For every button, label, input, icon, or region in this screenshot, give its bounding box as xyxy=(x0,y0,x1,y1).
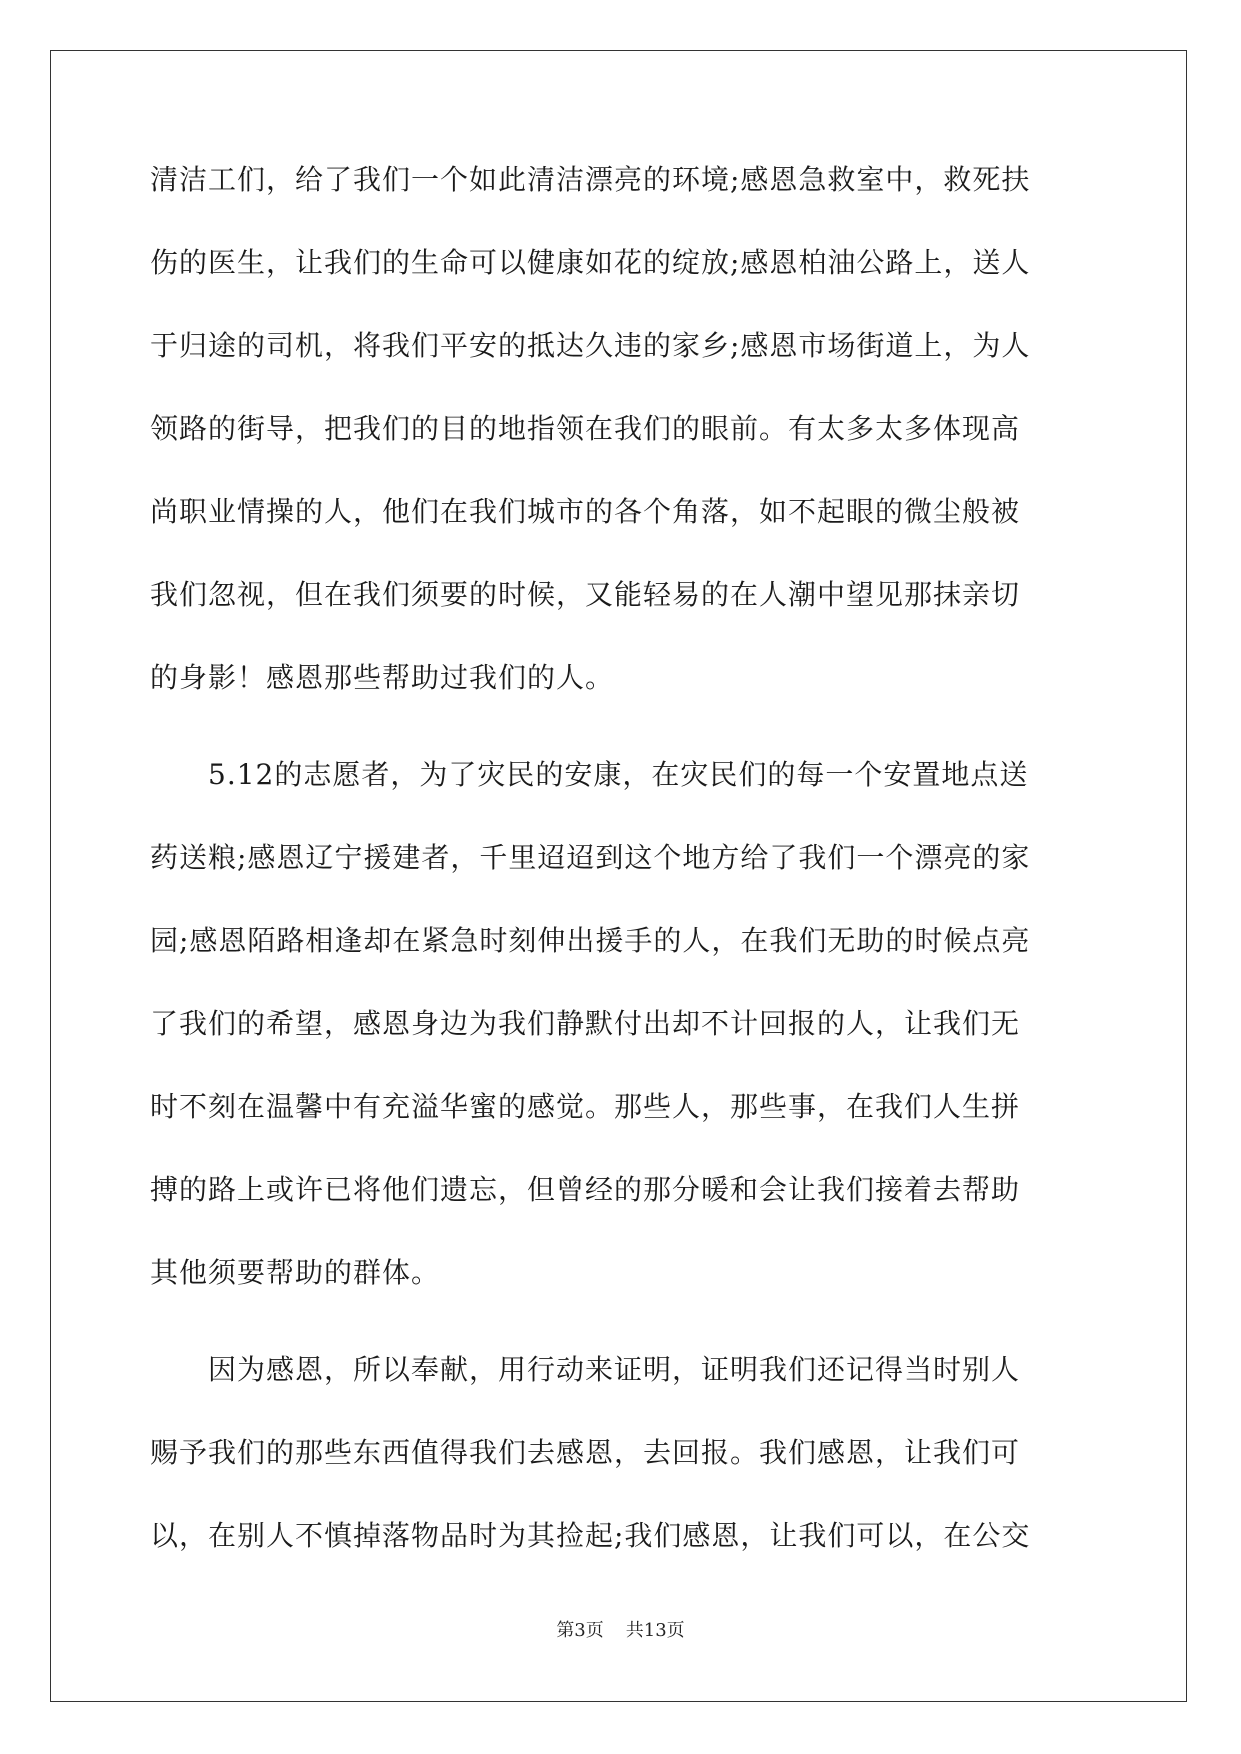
text-line: 园;感恩陌路相逢却在紧急时刻伸出援手的人，在我们无助的时候点亮 xyxy=(150,924,1031,957)
text-line: 领路的街导，把我们的目的地指领在我们的眼前。有太多太多体现高 xyxy=(150,412,1021,445)
paragraph-3 xyxy=(150,1342,1090,1591)
text-line: 尚职业情操的人，他们在我们城市的各个角落，如不起眼的微尘般被 xyxy=(150,495,1021,528)
text-line: 时不刻在温馨中有充溢华蜜的感觉。那些人，那些事，在我们人生拼 xyxy=(150,1090,1021,1123)
document-body xyxy=(150,152,1090,1591)
text-line: 于归途的司机，将我们平安的抵达久违的家乡;感恩市场街道上，为人 xyxy=(150,329,1031,362)
text-line: 5.12的志愿者，为了灾民的安康，在灾民们的每一个安置地点送 xyxy=(208,758,1029,791)
paragraph-gap xyxy=(150,733,1090,747)
text-line: 的身影！感恩那些帮助过我们的人。 xyxy=(150,661,615,694)
text-line: 清洁工们，给了我们一个如此清洁漂亮的环境;感恩急救室中，救死扶 xyxy=(150,163,1031,196)
paragraph-gap xyxy=(150,1328,1090,1342)
text-line: 我们忽视，但在我们须要的时候，又能轻易的在人潮中望见那抹亲切 xyxy=(150,578,1021,611)
text-line: 以，在别人不慎掉落物品时为其捡起;我们感恩，让我们可以，在公交 xyxy=(150,1519,1031,1552)
text-line: 其他须要帮助的群体。 xyxy=(150,1256,441,1289)
text-line: 了我们的希望，感恩身边为我们静默付出却不计回报的人，让我们无 xyxy=(150,1007,1021,1040)
current-page-label: 第3页 xyxy=(556,1620,604,1641)
text-line: 伤的医生，让我们的生命可以健康如花的绽放;感恩柏油公路上，送人 xyxy=(150,246,1031,279)
text-line: 搏的路上或许已将他们遗忘，但曾经的那分暖和会让我们接着去帮助 xyxy=(150,1173,1021,1206)
page-footer xyxy=(0,1616,1241,1642)
paragraph-2 xyxy=(150,747,1090,1328)
text-line: 药送粮;感恩辽宁援建者，千里迢迢到这个地方给了我们一个漂亮的家 xyxy=(150,841,1031,874)
total-pages-label: 共13页 xyxy=(625,1620,685,1641)
text-line: 因为感恩，所以奉献，用行动来证明，证明我们还记得当时别人 xyxy=(208,1353,1021,1386)
paragraph-1 xyxy=(150,152,1090,733)
text-line: 赐予我们的那些东西值得我们去感恩，去回报。我们感恩，让我们可 xyxy=(150,1436,1021,1469)
